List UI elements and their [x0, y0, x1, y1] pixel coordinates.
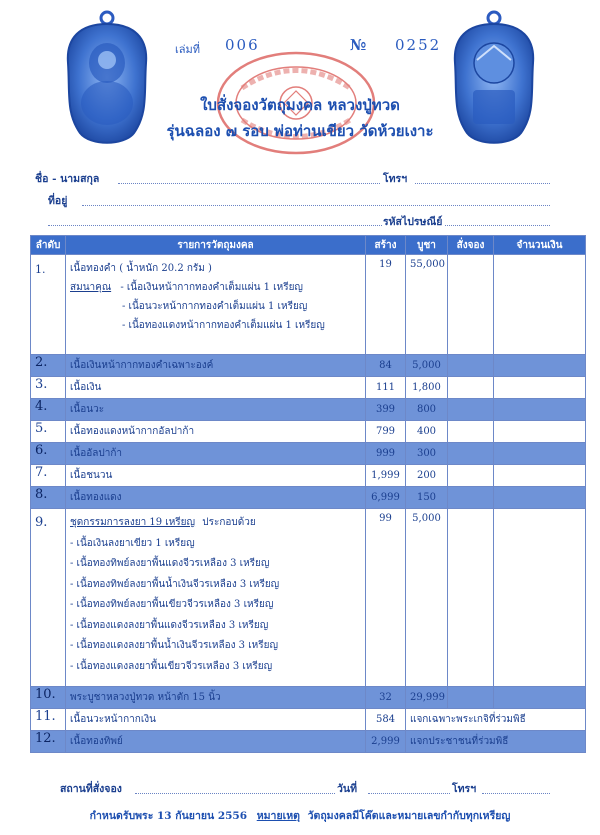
amount-cell[interactable]: [494, 377, 586, 399]
table-row: [31, 687, 586, 709]
form-subtitle: รุ่นฉลอง ๗ รอบ พ่อท่านเขียว วัดห้วยเงาะ: [166, 122, 434, 140]
order-qty-cell[interactable]: [448, 355, 494, 377]
row-number: 12.: [31, 731, 66, 753]
order-qty-cell[interactable]: [448, 399, 494, 421]
price: 400: [406, 421, 448, 443]
bonus-label: สมนาคุณ: [70, 282, 112, 293]
bonus-item: - เนื้อนวะหน้ากากทองคำเต็มแผ่น 1 เหรียญ: [122, 301, 308, 312]
form-title: ใบสั่งจองวัตถุมงคล หลวงปู่ทวด: [200, 96, 400, 114]
quantity-created: 399: [366, 399, 406, 421]
price: 150: [406, 487, 448, 509]
name-label: ชื่อ - นามสกุล: [35, 173, 100, 185]
row-number: 8.: [31, 487, 66, 509]
amount-cell[interactable]: [494, 465, 586, 487]
price: 5,000: [406, 509, 448, 687]
note-label: หมายเหตุ: [256, 810, 300, 822]
date-field[interactable]: [368, 793, 450, 794]
table-row: [31, 377, 586, 399]
name-field[interactable]: [118, 183, 380, 184]
col-header-order: สั่งจอง: [448, 236, 494, 255]
date-label: วันที่: [337, 783, 357, 795]
order-table: [30, 235, 586, 753]
col-header-created: สร้าง: [366, 236, 406, 255]
distribution-note: แจกประชาชนที่ร่วมพิธี: [406, 731, 586, 753]
quantity-created: 84: [366, 355, 406, 377]
price: 800: [406, 399, 448, 421]
table-row: [31, 355, 586, 377]
postal-code-field[interactable]: [445, 225, 550, 226]
item-name: เนื้อเงิน: [66, 377, 366, 399]
item-name: เนื้อทองแดง: [66, 487, 366, 509]
item-name: พระบูชาหลวงปู่ทวด หน้าตัก 15 นิ้ว: [66, 687, 366, 709]
schedule-text: กำหนดรับพระ 13 กันยายน 2556: [89, 810, 248, 822]
item-name: ชุดกรรมการลงยา 19 เหรียญ: [70, 517, 196, 528]
row-number: 9.: [31, 509, 66, 687]
item-suffix: ประกอบด้วย: [202, 517, 256, 528]
postal-code-label: รหัสไปรษณีย์: [383, 216, 443, 228]
item-name: เนื้ออัลปาก้า: [66, 443, 366, 465]
serial-number: 0252: [395, 36, 442, 54]
phone-label: โทรฯ: [383, 173, 408, 185]
quantity-created: 2,999: [366, 731, 406, 753]
item-name: เนื้อนวะ: [66, 399, 366, 421]
item-name: เนื้อเงินหน้ากากทองคำเฉพาะองค์: [66, 355, 366, 377]
col-header-price: บูชา: [406, 236, 448, 255]
price: 1,800: [406, 377, 448, 399]
quantity-created: 6,999: [366, 487, 406, 509]
col-header-item: รายการวัตถุมงคล: [66, 236, 366, 255]
item-name: เนื้อชนวน: [66, 465, 366, 487]
price: 300: [406, 443, 448, 465]
item-name: เนื้อทองทิพย์: [66, 731, 366, 753]
quantity-created: 584: [366, 709, 406, 731]
amount-cell[interactable]: [494, 355, 586, 377]
table-row: [31, 509, 586, 687]
quantity-created: 19: [366, 255, 406, 355]
quantity-created: 799: [366, 421, 406, 443]
item-name: เนื้อนวะหน้ากากเงิน: [66, 709, 366, 731]
row-number: 4.: [31, 399, 66, 421]
amount-cell[interactable]: [494, 487, 586, 509]
amount-cell[interactable]: [494, 255, 586, 355]
price: 29,999: [406, 687, 448, 709]
row-number: 2.: [31, 355, 66, 377]
address-label: ที่อยู่: [48, 195, 68, 207]
order-qty-cell[interactable]: [448, 509, 494, 687]
row-number: 10.: [31, 687, 66, 709]
address-field[interactable]: [82, 205, 550, 206]
table-row: [31, 487, 586, 509]
sub-item: - เนื้อทองทิพย์ลงยาพื้นเขียวจีวรเหลือง 3 เหรียญ: [70, 599, 274, 610]
footer-note: [0, 807, 600, 824]
quantity-created: 99: [366, 509, 406, 687]
table-row: [31, 255, 586, 355]
row-number: 1.: [31, 255, 66, 355]
order-place-field[interactable]: [135, 793, 335, 794]
table-row: [31, 709, 586, 731]
sub-item: - เนื้อเงินลงยาเขียว 1 เหรียญ: [70, 537, 195, 549]
price: 200: [406, 465, 448, 487]
sub-item: - เนื้อทองทิพย์ลงยาพื้นแดงจีวรเหลือง 3 เหรียญ: [70, 558, 270, 569]
quantity-created: 1,999: [366, 465, 406, 487]
sub-item: - เนื้อทองแดงลงยาพื้นน้ำเงินจีวรเหลือง 3 เหรียญ: [70, 640, 278, 651]
sub-item: - เนื้อทองแดงลงยาพื้นแดงจีวรเหลือง 3 เหรียญ: [70, 619, 269, 631]
book-number: 006: [225, 36, 260, 54]
amount-cell[interactable]: [494, 421, 586, 443]
amount-cell[interactable]: [494, 399, 586, 421]
col-header-no: ลำดับ: [31, 236, 66, 255]
amount-cell[interactable]: [494, 443, 586, 465]
row-number: 6.: [31, 443, 66, 465]
order-qty-cell[interactable]: [448, 255, 494, 355]
table-row: [31, 465, 586, 487]
quantity-created: 32: [366, 687, 406, 709]
note-text: วัตถุมงคลมีโค๊ตและหมายเลขกำกับทุกเหรียญ: [307, 810, 511, 822]
item-name: เนื้อทองคำ ( น้ำหนัก 20.2 กรัม ): [70, 263, 212, 274]
col-header-amount: จำนวนเงิน: [494, 236, 586, 255]
bonus-item: - เนื้อเงินหน้ากากทองคำเต็มแผ่น 1 เหรียญ: [120, 282, 303, 293]
order-qty-cell[interactable]: [448, 377, 494, 399]
item-name: เนื้อทองแดงหน้ากากอัลปาก้า: [66, 421, 366, 443]
phone-field[interactable]: [415, 183, 550, 184]
order-qty-cell[interactable]: [448, 421, 494, 443]
serial-number-label: №: [350, 36, 369, 54]
table-row: [31, 421, 586, 443]
address-field-line2[interactable]: [48, 225, 382, 226]
row-number: 5.: [31, 421, 66, 443]
quantity-created: 999: [366, 443, 406, 465]
sub-item: - เนื้อทองแดงลงยาพื้นเขียวจีวรเหลือง 3 เหรียญ: [70, 660, 273, 672]
row-number: 11.: [31, 709, 66, 731]
order-qty-cell[interactable]: [448, 443, 494, 465]
sub-item: - เนื้อทองทิพย์ลงยาพื้นน้ำเงินจีวรเหลือง 3 เหรียญ: [70, 578, 280, 590]
amount-cell[interactable]: [494, 509, 586, 687]
price: 5,000: [406, 355, 448, 377]
table-row: [31, 399, 586, 421]
row-number: 7.: [31, 465, 66, 487]
row-number: 3.: [31, 377, 66, 399]
footer-phone-field[interactable]: [482, 793, 550, 794]
table-row: [31, 443, 586, 465]
price: 55,000: [406, 255, 448, 355]
distribution-note: แจกเฉพาะพระเกจิที่ร่วมพิธี: [406, 709, 586, 731]
quantity-created: 111: [366, 377, 406, 399]
order-qty-cell[interactable]: [448, 465, 494, 487]
order-qty-cell[interactable]: [448, 687, 494, 709]
book-number-label: เล่มที่: [175, 43, 201, 56]
order-qty-cell[interactable]: [448, 487, 494, 509]
footer-phone-label: โทรฯ: [452, 783, 477, 795]
order-place-label: สถานที่สั่งจอง: [60, 783, 122, 795]
amount-cell[interactable]: [494, 687, 586, 709]
table-row: [31, 731, 586, 753]
table-header-row: [31, 236, 586, 255]
bonus-item: - เนื้อทองแดงหน้ากากทองคำเต็มแผ่น 1 เหรียญ: [122, 320, 325, 331]
